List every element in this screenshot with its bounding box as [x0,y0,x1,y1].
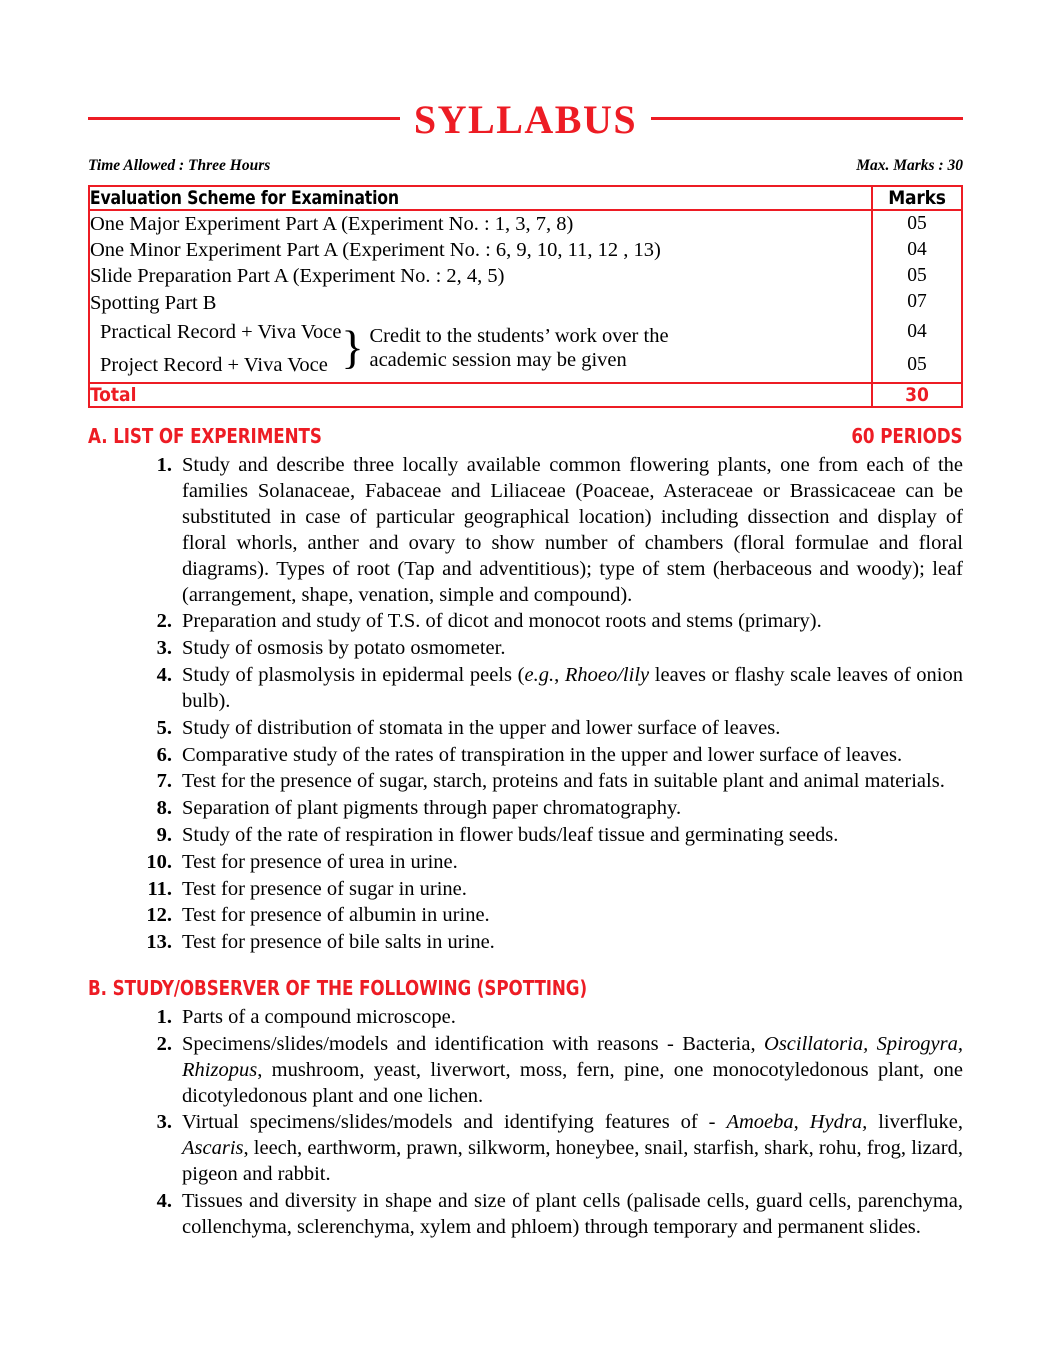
experiment-item-text: Study of osmosis by potato osmometer. [182,637,506,660]
experiment-item-number: 9. [156,824,172,846]
list-item [138,1005,963,1031]
time-allowed: Time Allowed : Three Hours [88,157,271,174]
list-item [138,850,963,876]
section-b-spotting-list [88,1005,963,1240]
experiment-item-number: 12. [146,904,172,927]
table-row-brace-group [89,316,962,349]
section-b-heading: B. STUDY/OBSERVER OF THE FOLLOWING (SPOTTING) [88,976,588,1001]
row-description: One Major Experiment Part A (Experiment No. : 1, 3, 7, 8) [90,213,574,235]
table-row [89,237,962,263]
title-rule-right [651,117,963,120]
section-a-periods: 60 PERIODS [851,424,963,449]
experiment-item-number: 8. [156,797,172,820]
section-b-heading-row [88,976,963,1000]
list-item [138,930,963,956]
table-body [89,210,962,407]
experiment-item-number: 11. [147,877,172,900]
page-title: SYLLABUS [413,97,638,142]
spotting-item-text: Tissues and diversity in shape and size of plant cells (palisade cells, guard cells, parenchyma, collenchyma, sclerenchyma, xylem and phloem) through temporary and permanent slides. [182,1189,963,1238]
list-item [138,769,963,795]
row-description: Slide Preparation Part A (Experiment No. : 2, 4, 5) [90,265,505,288]
section-a-heading-row [88,424,963,448]
experiment-item-text: Test for presence of sugar in urine. [182,877,467,900]
brace-group-labels [90,316,341,382]
row-marks: 05 [872,349,962,383]
list-item [138,609,963,635]
brace-note-line-1: Credit to the students’ work over the [369,325,669,348]
experiment-item-number: 10. [146,850,172,873]
column-header-marks: Marks [872,186,962,210]
table-head [89,186,962,210]
experiment-item-number: 3. [156,637,172,660]
brace-label-project-record: Project Record + Viva Voce [100,354,328,377]
list-item [138,823,963,849]
brace-note-line-2: academic session may be given [369,349,627,372]
row-description: Spotting Part B [90,291,217,314]
section-a-experiment-list [88,453,963,956]
experiment-item-text: Comparative study of the rates of transpiration in the upper and lower surface of leaves. [182,743,903,766]
list-item [138,743,963,769]
list-item [138,903,963,929]
experiment-item-text: Study of distribution of stomata in the upper and lower surface of leaves. [182,716,781,739]
spotting-item-number: 1. [156,1006,172,1029]
experiment-item-text: Test for presence of albumin in urine. [182,904,490,927]
experiment-item-text: Study and describe three locally available common flowering plants, one from each of the families Solanaceae, Fabaceae and Liliaceae (Poaceae, Asteraceae or Brassicaceae can be substituted in case of particular geographical location) including dissection and display of floral whorls, anther and ovary to show number of chambers (floral formulae and floral diagrams). Types of root (Tap and adventitious); type of stem (herbaceous and woody); leaf (arrangement, shape, venation, simple and compound). [182,454,963,606]
experiment-item-number: 4. [156,664,172,687]
brace-group-cell [89,316,872,383]
experiment-item-text: Test for presence of urea in urine. [182,850,458,873]
experiment-item-number: 2. [156,610,172,633]
spotting-item-number: 3. [156,1111,172,1134]
row-marks: 05 [872,263,962,289]
row-marks: 07 [872,290,962,316]
max-marks: Max. Marks : 30 [856,157,963,174]
list-item [138,636,963,662]
list-item [138,877,963,903]
total-marks: 30 [872,383,962,407]
table-row-total [89,383,962,407]
experiment-item-text: Study of the rate of respiration in flower buds/leaf tissue and germinating seeds. [182,824,839,846]
spotting-item-number: 4. [156,1189,172,1212]
experiment-item-text: Test for the presence of sugar, starch, proteins and fats in suitable plant and animal materials. [182,770,945,793]
experiment-item-text: Separation of plant pigments through paper chromatography. [182,797,682,820]
list-item [138,1189,963,1241]
experiment-item-text: Study of plasmolysis in epidermal peels (e.g., Rhoeo/lily leaves or flashy scale leaves of onion bulb). [182,664,964,712]
brace-group [90,316,871,382]
curly-brace-icon: } [341,321,364,374]
table-row [89,290,962,316]
spotting-item-text: Parts of a compound microscope. [182,1006,456,1029]
evaluation-scheme-table [88,185,963,408]
exam-meta [88,157,963,175]
list-item [138,1110,963,1187]
list-item [138,716,963,742]
table-row [89,210,962,237]
list-item [138,453,963,608]
title-rule-left [88,117,400,120]
row-marks: 04 [872,237,962,263]
experiment-item-number: 5. [156,716,172,739]
list-item [138,1032,963,1109]
brace-label-practical-record: Practical Record + Viva Voce [100,320,342,343]
spotting-item-number: 2. [156,1032,172,1055]
brace-group-note [363,316,871,382]
spotting-item-text: Specimens/slides/models and identification with reasons - Bacteria, Oscillatoria, Spirogyra, Rhizopus, mushroom, yeast, liverwort, moss, fern, pine, one monocotyledonous plant, one dicotyledonous plant and one lichen. [182,1032,963,1107]
row-description: One Minor Experiment Part A (Experiment No. : 6, 9, 10, 11, 12 , 13) [90,239,661,262]
experiment-item-number: 7. [156,770,172,793]
experiment-item-text: Preparation and study of T.S. of dicot and monocot roots and stems (primary). [182,610,822,633]
experiment-item-number: 1. [156,454,172,477]
row-marks: 05 [872,210,962,237]
table-row [89,263,962,289]
page-title-row [88,0,963,140]
column-header-description: Evaluation Scheme for Examination [89,186,809,210]
list-item [138,663,963,715]
row-marks: 04 [872,316,962,349]
experiment-item-text: Test for presence of bile salts in urine. [182,931,495,954]
table-header-row [89,186,962,210]
spotting-item-text: Virtual specimens/slides/models and identifying features of - Amoeba, Hydra, liverfluke, Ascaris, leech, earthworm, prawn, silkworm, honeybee, snail, starfish, shark, rohu, frog, lizard, pigeon and rabbit. [182,1111,964,1186]
list-item [138,796,963,822]
experiment-item-number: 6. [156,743,172,766]
experiment-item-number: 13. [146,931,172,954]
section-a-heading: A. LIST OF EXPERIMENTS [88,424,322,449]
total-label: Total [89,383,872,407]
